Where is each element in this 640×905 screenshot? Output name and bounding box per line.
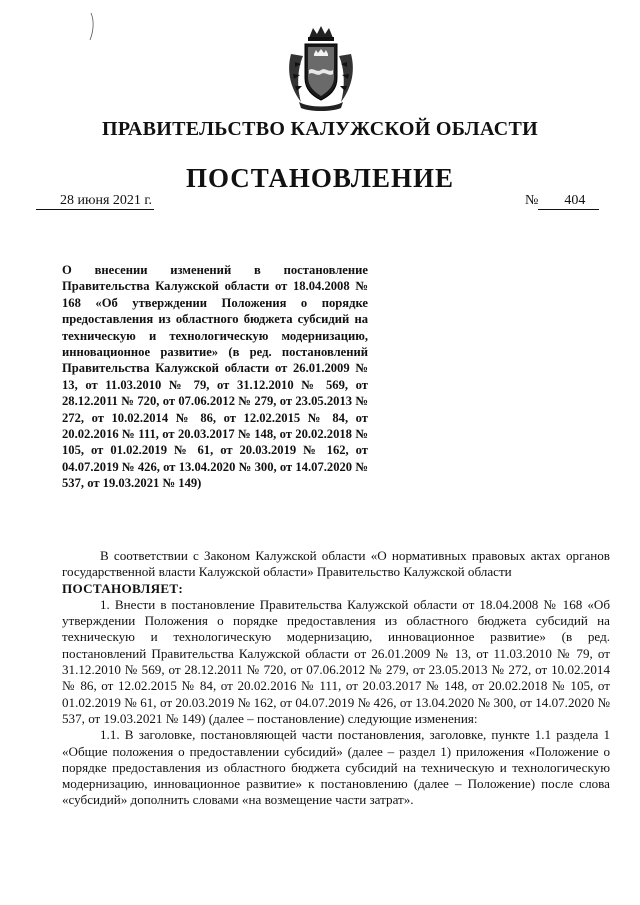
item-1-paragraph: 1. Внести в постановление Правительства Калужской области от 18.04.2008 № 168 «Об утверждении Положения о порядке предоставления из областного бюджета субсидий на техническую и технологическую модернизацию, инновационное развитие» (в ред. постановлений Правительства Калужской области от 26.01.2009 № 13, от 11.03.2010 № 79, от 31.12.2010 № 569, от 28.12.2011 № 720, от 07.06.2012 № 279, от 23.05.2013 № 272, от 10.02.2014 № 86, от 12.02.2015 № 84, от 20.02.2016 № 111, от 20.03.2017 № 148, от 20.02.2018 № 105, от 01.02.2019 № 61, от 20.03.2019 № 162, от 04.07.2019 № 426, от 13.04.2020 № 300, от 14.07.2020 № 537, от 19.03.2021 № 149) (далее – постановление) следующие изменения:: [62, 596, 610, 726]
scan-mark: [88, 12, 96, 42]
government-name: ПРАВИТЕЛЬСТВО КАЛУЖСКОЙ ОБЛАСТИ: [102, 118, 538, 140]
item-1-1-paragraph: 1.1. В заголовке, постановляющей части постановления, заголовке, пункте 1.1 раздела 1 «Общие положения о предоставлении субсидий» (далее – раздел 1) приложения «Положение о порядке предоставления из областного бюджета субсидий на техническую и технологическую модернизацию, инновационное развитие» к постановлению (далее – Положение) после слова «субсидий» дополнить словами «на возмещение части затрат».: [62, 727, 610, 808]
preamble-paragraph: В соответствии с Законом Калужской области «О нормативных правовых актах органов государственной власти Калужской области» Правительство Калужской области: [62, 548, 610, 580]
resolves-heading: ПОСТАНОВЛЯЕТ:: [62, 580, 184, 596]
document-type-title: ПОСТАНОВЛЕНИЕ: [185, 163, 455, 193]
kaluga-coat-of-arms-icon: [285, 24, 357, 112]
document-subject: О внесении изменений в постановление Правительства Калужской области от 18.04.2008 № 168 «Об утверждении Положения о порядке предоставления из областного бюджета субсидий на техническую и технологическую модернизацию, инновационное развитие» (в ред. постановлений Правительства Калужской области от 26.01.2009 № 13, от 11.03.2010 № 79, от 31.12.2010 № 569, от 28.12.2011 № 720, от 07.06.2012 № 279, от 23.05.2013 № 272, от 10.02.2014 № 86, от 12.02.2015 № 84, от 20.02.2016 № 111, от 20.03.2017 № 148, от 20.02.2018 № 105, от 01.02.2019 № 61, от 20.03.2019 № 162, от 04.07.2019 № 426, от 13.04.2020 № 300, от 14.07.2020 № 537, от 19.03.2021 № 149): [62, 263, 368, 491]
date-value: 28 июня 2021 г.: [36, 193, 154, 210]
document-body: [62, 548, 610, 809]
document-number: [525, 193, 599, 210]
document-date: [36, 193, 154, 210]
number-label: №: [525, 193, 539, 208]
number-value: 404: [538, 193, 599, 210]
